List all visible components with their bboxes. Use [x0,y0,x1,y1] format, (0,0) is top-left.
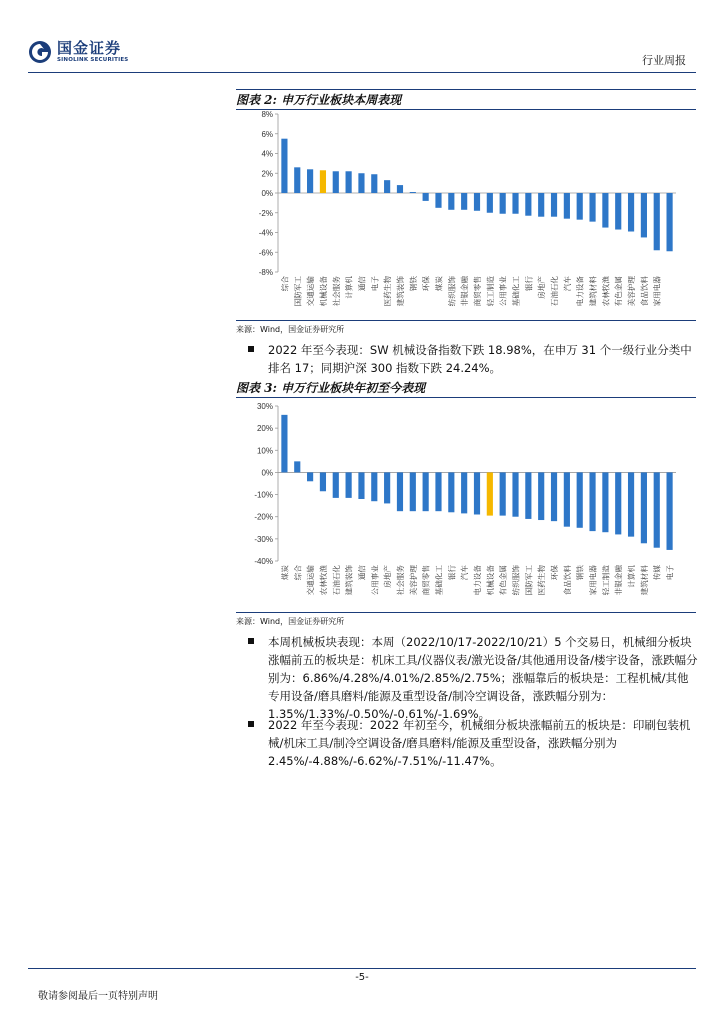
bar [602,193,608,228]
chart3-ytd-performance [236,398,696,610]
bullet-text: 2022 年至今表现：2022 年初至今，机械细分板块涨幅前五的板块是：印刷包装机械/机床工具/制冷空调设备/磨具磨料/能源及重型设备，涨跌幅分别为 2.45%/-4.88%/-6.62%/-7.51%/-11.47%。 [268,718,691,768]
x-tick-label: 纺织服饰 [447,276,457,307]
x-tick-label: 有色金属 [498,565,508,596]
chart2-source: 来源：Wind，国金证券研究所 [236,320,696,335]
chart2-weekly-performance [236,106,696,318]
bar [512,472,518,516]
x-tick-label: 建筑材料 [588,276,598,307]
bar [512,193,518,214]
bar [538,472,544,520]
x-tick-label: 公用事业 [498,276,508,307]
bar [346,472,352,497]
x-tick-label: 钢铁 [408,276,418,292]
bar [628,193,634,232]
bar [358,173,364,193]
bar [448,472,454,512]
bullet-ytd-summary [248,341,698,377]
y-tick-label: 0% [261,468,273,478]
y-tick-label: -6% [258,248,273,258]
bar [564,193,570,219]
x-tick-label: 基础化工 [511,276,521,307]
x-tick-label: 社会服务 [331,276,341,307]
bar [371,174,377,193]
x-tick-label: 食品饮料 [639,276,649,307]
bar [410,472,416,511]
x-tick-label: 建筑装饰 [395,276,405,307]
x-tick-label: 传媒 [652,565,662,581]
x-tick-label: 机械设备 [318,276,328,307]
y-tick-label: 0% [261,189,273,198]
x-tick-label: 医药生物 [537,565,547,596]
bar [589,472,595,531]
bar [346,171,352,193]
bullet-marker-icon [248,721,254,727]
y-tick-label: -8% [258,268,273,277]
bar [551,193,557,217]
y-tick-label: -4% [258,228,273,238]
bar [371,472,377,501]
bar [641,472,647,543]
x-tick-label: 商贸零售 [473,276,482,307]
x-tick-label: 通信 [357,276,367,292]
bar [307,169,313,193]
bar [487,472,493,515]
bar [474,193,480,211]
x-tick-label: 石油石化 [550,276,560,307]
y-tick-label: 2% [261,169,273,179]
x-tick-label: 家用电器 [652,276,662,307]
y-tick-label: 20% [256,424,273,434]
x-tick-label: 有色金属 [614,276,624,307]
x-tick-label: 房地产 [537,276,547,299]
x-tick-label: 钢铁 [575,565,585,581]
bar [500,472,506,515]
report-type: 行业周报 [642,54,686,67]
x-tick-label: 银行 [447,565,457,581]
bar [448,193,454,210]
bar [577,472,583,527]
x-tick-label: 综合 [293,565,303,581]
bar [654,193,660,250]
x-tick-label: 电力设备 [575,276,585,307]
bar [281,415,287,473]
y-tick-label: -20% [254,512,273,522]
x-tick-label: 纺织服饰 [511,565,521,596]
x-tick-label: 交通运输 [306,565,316,596]
bar [564,472,570,526]
y-tick-label: 4% [261,149,273,159]
y-tick-label: 8% [261,110,273,119]
x-tick-label: 商贸零售 [421,565,431,596]
x-tick-label: 电子 [370,276,380,292]
bullet-marker-icon [248,346,254,352]
y-tick-label: -10% [254,490,273,500]
x-tick-label: 环保 [421,276,431,292]
x-tick-label: 基础化工 [434,565,444,596]
bar [358,472,364,499]
bar [615,193,621,230]
x-tick-label: 汽车 [460,565,470,581]
x-tick-label: 汽车 [562,276,572,292]
x-tick-label: 美容护理 [627,276,637,307]
x-tick-label: 医药生物 [383,276,393,307]
company-logo [28,40,128,64]
bar [397,185,403,193]
x-tick-label: 房地产 [383,565,393,588]
disclaimer-note: 敬请参阅最后一页特别声明 [38,991,158,1002]
x-tick-label: 煤炭 [434,276,444,292]
x-tick-label: 建筑装饰 [344,565,354,596]
bullet-text: 2022 年至今表现：SW 机械设备指数下跌 18.98%，在申万 31 个一级行业分类中排名 17；同期沪深 300 指数下跌 24.24%。 [268,343,692,375]
header-divider [28,72,696,73]
bar [423,472,429,511]
bar [602,472,608,532]
y-tick-label: 10% [256,446,273,456]
bullet-weekly-machinery [248,633,698,723]
logo-icon [28,40,52,64]
x-tick-label: 国防军工 [293,276,303,307]
bar [577,193,583,220]
bar [320,472,326,491]
logo-chinese-name: 国金证券 [57,38,122,57]
bar [384,180,390,193]
bar [474,472,480,514]
x-tick-label: 美容护理 [408,565,418,596]
x-tick-label: 公用事业 [370,565,380,596]
bar [500,193,506,214]
bar [294,167,300,193]
bar [615,472,621,534]
x-tick-label: 食品饮料 [562,565,572,596]
bar [589,193,595,222]
y-tick-label: 30% [256,402,273,411]
x-tick-label: 建筑材料 [639,565,649,596]
x-tick-label: 农林牧渔 [318,565,328,596]
bar [397,472,403,511]
x-tick-label: 电力设备 [473,565,482,596]
x-tick-label: 环保 [550,565,560,581]
bar [294,461,300,472]
x-tick-label: 银行 [524,276,534,292]
bar [654,472,660,547]
bar [538,193,544,217]
x-tick-label: 交通运输 [306,276,316,307]
bar [307,472,313,481]
chart3-title-text: 图表 3: 申万行业板块年初至今表现 [236,381,426,395]
x-tick-label: 轻工制造 [601,565,611,596]
x-tick-label: 机械设备 [485,565,495,596]
x-tick-label: 通信 [357,565,367,581]
bullet-text: 本周机械板块表现：本周（2022/10/17-2022/10/21）5 个交易日，机械细分板块涨幅前五的板块是：机床工具/仪器仪表/激光设备/其他通用设备/楼宇设备，涨跌幅分别为：6.86%/4.28%/4.01%/2.85%/2.75%；涨幅靠后的板块是：工程机械/其他专用设备/磨具磨料/能源及重型设备/制冷空调设备，涨跌幅分别为：1.35%/1.33%/-0.50%/-0.61%/-1.69%。 [268,635,698,721]
page-number: -5- [355,972,369,983]
x-tick-label: 家用电器 [588,565,598,596]
x-tick-label: 综合 [280,276,290,292]
chart3-source: 来源：Wind，国金证券研究所 [236,612,696,627]
bar [525,472,531,519]
x-tick-label: 非银金融 [614,565,624,596]
logo-english-name: SINOLINK SECURITIES [57,56,129,63]
bullet-marker-icon [248,638,254,644]
bar [384,472,390,503]
bar [525,193,531,216]
bar [333,472,339,497]
x-tick-label: 国防军工 [524,565,534,596]
chart2-title-text: 图表 2: 申万行业板块本周表现 [236,93,402,107]
chart3-title [236,379,696,398]
bar [551,472,557,521]
y-tick-label: -40% [254,557,273,566]
bar [435,472,441,511]
bar [641,193,647,237]
y-tick-label: -30% [254,534,273,544]
x-tick-label: 农林牧渔 [601,276,611,307]
bullet-ytd-machinery [248,716,698,770]
x-tick-label: 计算机 [344,276,354,299]
bar [666,472,672,550]
bar [461,193,467,210]
y-tick-label: 6% [261,129,273,139]
bar [410,192,416,193]
x-tick-label: 社会服务 [395,565,405,596]
bar [423,193,429,201]
bar [320,170,326,193]
y-tick-label: -2% [258,208,273,218]
bar [333,171,339,193]
bar [487,193,493,213]
x-tick-label: 石油石化 [331,565,341,596]
bar [281,139,287,193]
x-tick-label: 煤炭 [280,565,290,581]
bar [461,472,467,513]
bar [666,193,672,251]
x-tick-label: 非银金融 [460,276,470,307]
x-tick-label: 电子 [665,565,675,581]
bar [435,193,441,208]
footer-divider [28,968,696,969]
x-tick-label: 轻工制造 [485,276,495,307]
x-tick-label: 计算机 [627,565,637,588]
bar [628,472,634,536]
